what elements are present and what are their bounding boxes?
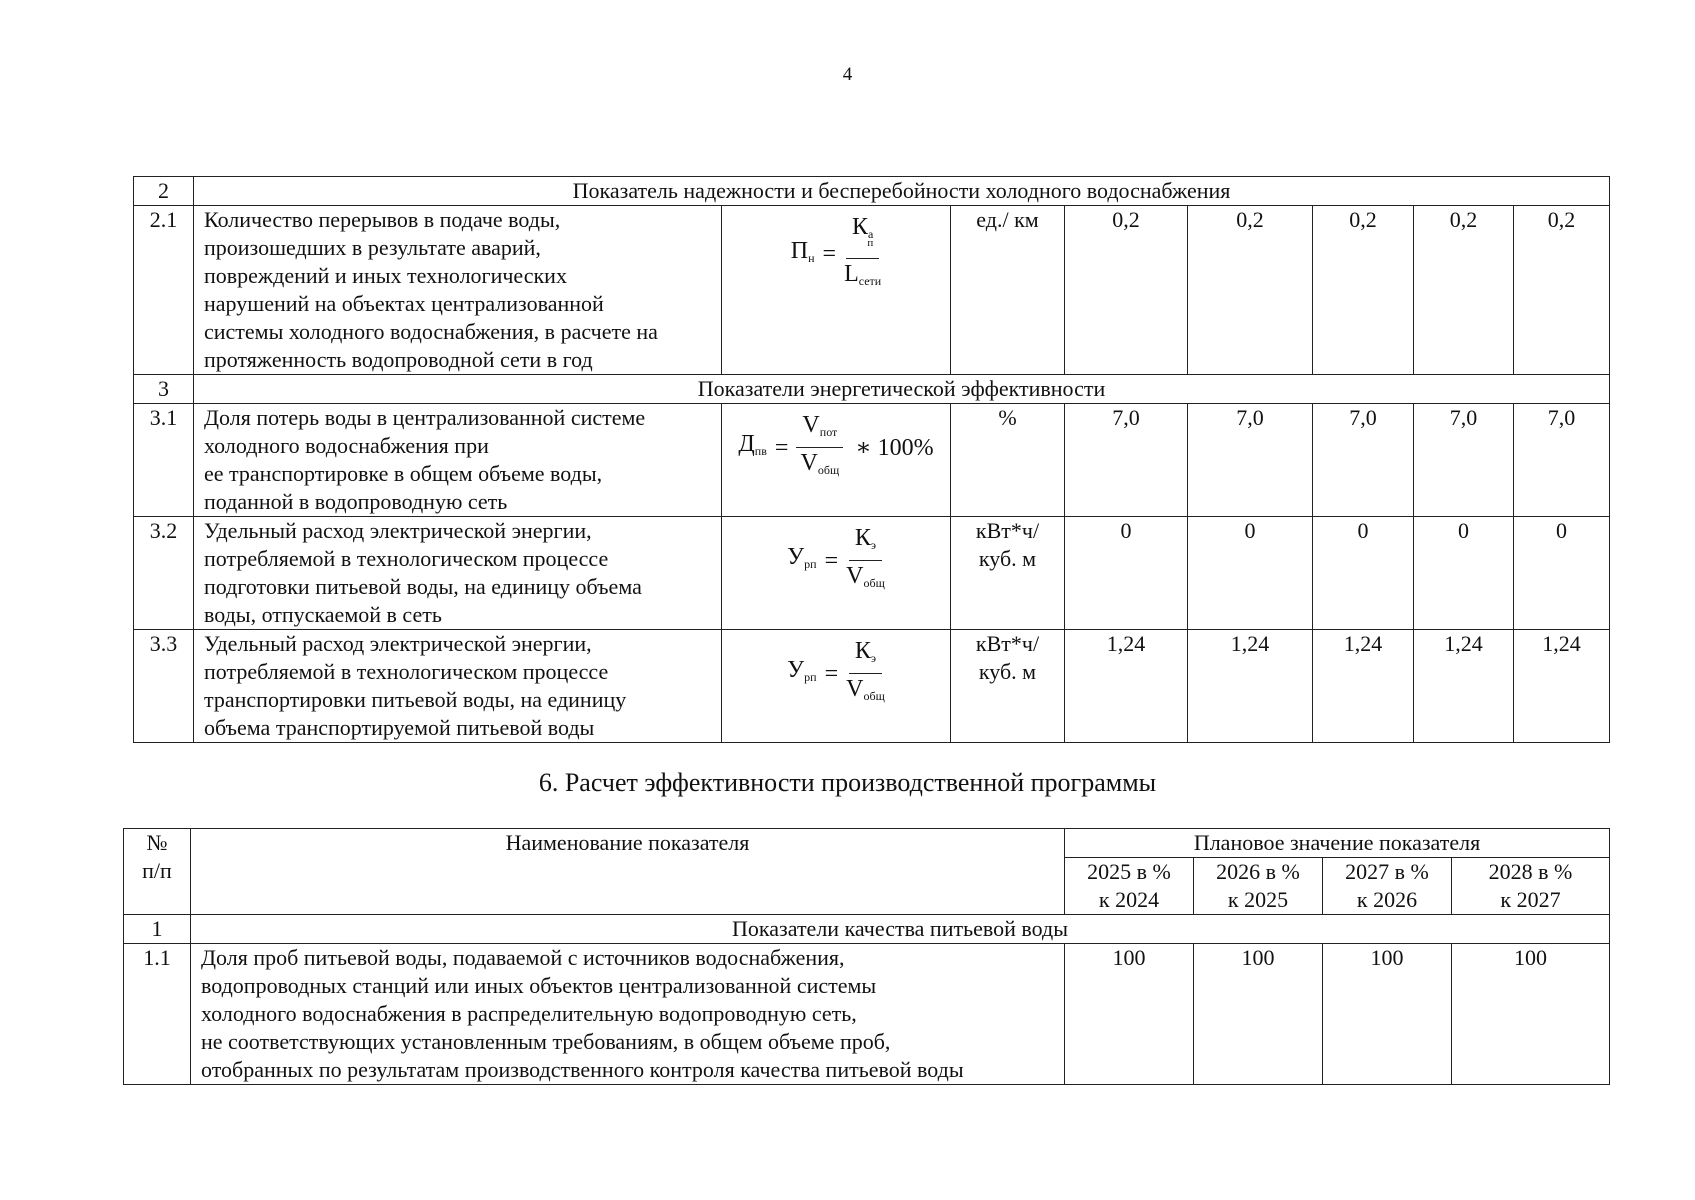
year-header: 2027 в % к 2026: [1323, 858, 1452, 915]
table-row: [134, 206, 1610, 375]
row-number: 3.3: [134, 630, 194, 743]
table-row: [134, 630, 1610, 743]
section-number: 3: [134, 375, 194, 404]
table-row: [134, 517, 1610, 630]
table-row: [134, 404, 1610, 517]
value-cell: 0,2: [1313, 206, 1414, 375]
value-cell: 0,2: [1065, 206, 1188, 375]
plan-column-header: Плановое значение показателя: [1065, 829, 1610, 858]
value-cell: 7,0: [1414, 404, 1514, 517]
formula: $У_{рп}$ = $\frac{К_э}{V_{общ}}$: [722, 630, 951, 743]
row-description: Удельный расход электрической энергии, потребляемой в технологическом процессе транспортировки питьевой воды, на единицу объема транспортируемой питьевой воды: [194, 630, 722, 743]
value-cell: 0,2: [1188, 206, 1313, 375]
section-row: [124, 915, 1610, 944]
section-row: [134, 375, 1610, 404]
value-cell: 7,0: [1065, 404, 1188, 517]
value-cell: 1,24: [1188, 630, 1313, 743]
value-cell: 1,24: [1514, 630, 1610, 743]
value-cell: 1,24: [1414, 630, 1514, 743]
value-cell: 100: [1323, 944, 1452, 1085]
num-column-header: № п/п: [124, 829, 191, 915]
section-title: Показатели энергетической эффективности: [194, 375, 1610, 404]
row-description: Доля проб питьевой воды, подаваемой с источников водоснабжения, водопроводных станций или иных объектов централизованной системы холодного водоснабжения в распределительную водопроводную сеть, не соответствующих установленным требованиям, в общем объеме проб, отобранных по результатам производственного контроля качества питьевой воды: [191, 944, 1065, 1085]
row-number: 2.1: [134, 206, 194, 375]
row-description: Доля потерь воды в централизованной системе холодного водоснабжения при ее транспортировке в общем объеме воды, поданной в водопроводную сеть: [194, 404, 722, 517]
value-cell: 1,24: [1065, 630, 1188, 743]
value-cell: 0: [1188, 517, 1313, 630]
row-description: Количество перерывов в подаче воды, произошедших в результате аварий, повреждений и иных технологических нарушений на объектах централизованной системы холодного водоснабжения, в расчете на протяженность водопроводной сети в год: [194, 206, 722, 375]
unit: кВт*ч/ куб. м: [951, 630, 1065, 743]
year-header: 2028 в % к 2027: [1452, 858, 1610, 915]
value-cell: 0,2: [1514, 206, 1610, 375]
value-cell: 7,0: [1313, 404, 1414, 517]
year-header: 2025 в % к 2024: [1065, 858, 1194, 915]
formula: $П_н$ = $\frac{К_{ап}}{L_{сети}}$: [722, 206, 951, 375]
value-cell: 7,0: [1188, 404, 1313, 517]
row-number: 1.1: [124, 944, 191, 1085]
section-row: [134, 177, 1610, 206]
section-number: 1: [124, 915, 191, 944]
section-heading: 6. Расчет эффективности производственной программы: [538, 768, 1157, 797]
section-number: 2: [134, 177, 194, 206]
formula: $Д_{пв}$ = $\frac{V_{пот}}{V_{общ}}$ ∗ 100%: [722, 404, 951, 517]
value-cell: 7,0: [1514, 404, 1610, 517]
section-title: Показатель надежности и бесперебойности холодного водоснабжения: [194, 177, 1610, 206]
unit: ед./ км: [951, 206, 1065, 375]
formula-subscript: п: [867, 237, 874, 249]
row-description: Удельный расход электрической энергии, потребляемой в технологическом процессе подготовки питьевой воды, на единицу объема воды, отпускаемой в сеть: [194, 517, 722, 630]
header-row: [124, 829, 1610, 858]
page-number: 4: [842, 64, 853, 85]
value-cell: 100: [1194, 944, 1323, 1085]
formula: $У_{рп}$ = $\frac{К_э}{V_{общ}}$: [722, 517, 951, 630]
value-cell: 0: [1514, 517, 1610, 630]
name-column-header: Наименование показателя: [191, 829, 1065, 915]
unit: %: [951, 404, 1065, 517]
value-cell: 1,24: [1313, 630, 1414, 743]
value-cell: 0: [1313, 517, 1414, 630]
year-header: 2026 в % к 2025: [1194, 858, 1323, 915]
unit: кВт*ч/ куб. м: [951, 517, 1065, 630]
indicators-table: [133, 176, 1610, 743]
value-cell: 0: [1414, 517, 1514, 630]
table-row: [124, 944, 1610, 1085]
row-number: 3.2: [134, 517, 194, 630]
section-title: Показатели качества питьевой воды: [191, 915, 1610, 944]
value-cell: 0: [1065, 517, 1188, 630]
row-number: 3.1: [134, 404, 194, 517]
efficiency-table: [123, 828, 1610, 1085]
value-cell: 100: [1065, 944, 1194, 1085]
value-cell: 100: [1452, 944, 1610, 1085]
value-cell: 0,2: [1414, 206, 1514, 375]
